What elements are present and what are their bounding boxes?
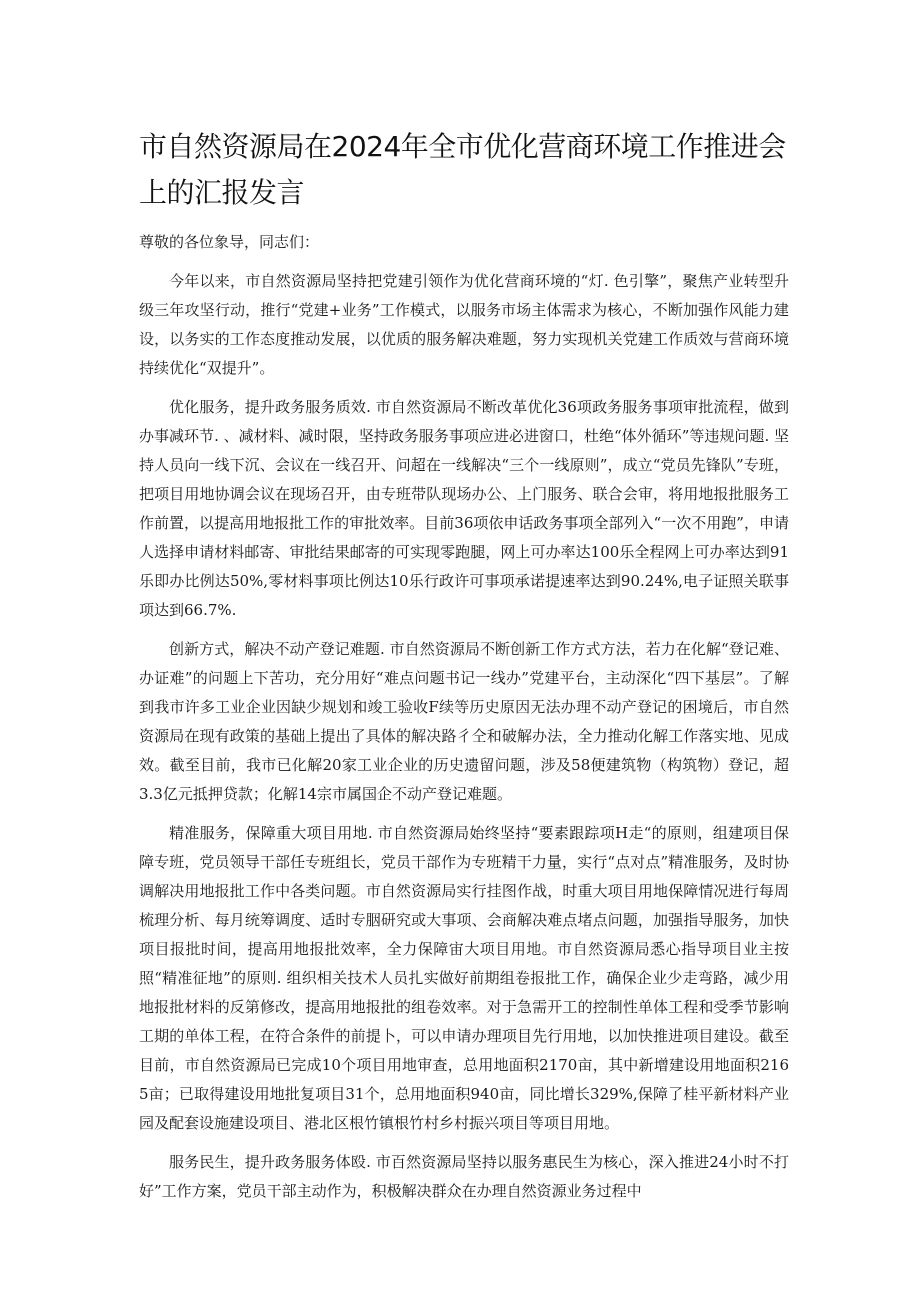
document-title: 市自然资源局在2024年全市优化营商环境工作推进会上的汇报发言 — [139, 130, 786, 209]
document-body — [139, 228, 789, 1216]
paragraph-livelihood-service: 服务民生，提升政务服务体殴. 市百然资源局坚持以服务惠民生为核心，深入推进24小时不打好”工作方案，党员干部主动作为，积极解决群众在办理自然资源业务过程中 — [139, 1153, 789, 1200]
paragraph-intro: 今年以来，市自然资源局坚持把党建引领作为优化营商环境的“灯. 色引擎”，聚焦产业转型升级三年攻坚行动，推行“党建+业务”工作模式，以服务市场主体需求为核心，不断加强作风能力建设，以务实的工作态度推动发展，以优质的服务解决难题，努力实现机关党建工作质效与营商环境持续优化“双提升”。 — [139, 272, 789, 377]
paragraph-real-estate-registration: 创新方式，解决不动产登记难题. 市自然资源局不断创新工作方式方法，若力在化解“登记难、办证难”的问题上下苦功，充分用好“难点问题书记一线办”党建平台，主动深化“四下基层”。了解到我市许多工业企业因缺少规划和竣工验收F续等历史原因无法办理不动产登记的困境后，市自然资源局在现有政策的基础上提出了具体的解决路彳仝和破解办法，全力推动化解工作落实地、见成效。截至目前，我市已化解20家工业企业的历史遗留问题，涉及58便建筑物（构筑物）登记，超3.3亿元抵押贷款；化解14宗市属国企不动产登记难题。 — [139, 640, 789, 803]
paragraph-optimize-service: 优化服务，提升政务服务质效. 市自然资源局不断改革优化36项政务服务事项审批流程，做到办事减环节. 、减材料、减时限，坚持政务服务事项应进必进窗口，杜绝“体外循环”等违规问题. 坚持人员向一线下沉、会议在一线召开、问超在一线解决“三个一线原则”，成立“党员先锋队”专班，把项目用地协调会议在现场召开，由专班带队现场办公、上门服务、联合会审，将用地报批服务工作前置，以提高用地报批工作的审批效率。目前36项依申话政务事项全部列入“一次不用跑”，申请人选择申请材料邮寄、审批结果邮寄的可实现零跑腿，网上可办率达100乐全程网上可办率达到91乐即办比例达50%,零材料事项比例达10乐行政许可事项承诺提速率达到90.24%,电子证照关联事项达到66.7%. — [139, 398, 789, 619]
paragraph-major-project-land: 精准服务，保障重大项目用地. 市自然资源局始终坚持“要素跟踪项H走“的原则，组建项目保障专班，党员领导干部任专班组长，党员干部作为专班精干力量，实行“点对点”精准服务，及时协调解决用地报批工作中各类问题。市自然资源局实行挂图作战，时重大项目用地保障情况进行每周梳理分析、每月统筹调度、适时专胭研究或大事项、会商解决难点堵点问题，加强指导服务，加快项目报批时间，提高用地报批效率，全力保障宙大项目用地。市自然资源局悉心指导项目业主按照“精准征地”的原则. 组织相关技术人员扎实做好前期组卷报批工作，确保企业少走弯路，减少用地报批材料的反第修改，提高用地报批的组卷效率。对于急需开工的控制性单体工程和受季节影响工期的单体工程，在符合条件的前提卜，可以申请办理项目先行用地，以加快推进项目建设。截至目前，市自然资源局已完成10个项目用地审查，总用地面积2170亩，其中新增建设用地面积2165亩；已取得建设用地批复项目31个，总用地面积940亩，同比增长329%,保障了桂平新材料产业园及配套设施建设项目、港北区根竹镇根竹村乡村振兴项目等项目用地。 — [139, 824, 789, 1132]
salutation: 尊敬的各位象导，同志们： — [139, 233, 320, 251]
